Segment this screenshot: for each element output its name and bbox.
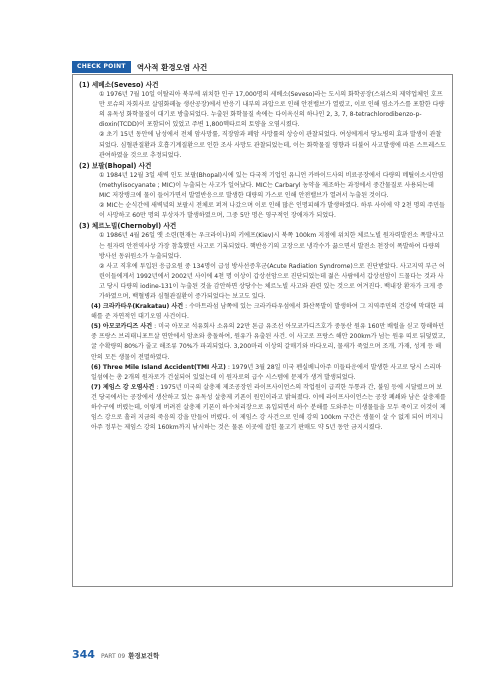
paragraph-text: ① 1984년 12월 3일 새벽 인도 보팔(Bhopal)시에 있는 다국적 기업인 유니언 카바이드사의 비료공장에서 다량의 메틸이소시안염(methylisocyanate ; MIC)이 누출되는 사고가 일어났다. MIC는 Carbaryl 농약을 제조하는 과정에서 중간물질로 사용되는데 MIC 저장탱크에 물이 들어가면서 발열반응으로 발생한 대량의 가스로 인해 안전밸브가 열려서 누출된 것이다. [99, 171, 444, 200]
paragraph-chernobyl-2 [79, 262, 446, 302]
paragraph-bhopal-1 [79, 171, 446, 201]
paragraph-text: ② 초기 15년 동안에 남성에서 전체 암사망률, 직장암과 폐암 사망률의 상승이 관찰되었다. 여성에게서 당뇨병의 효과 발생이 관찰되었다. 심혈관질환과 호흡기계질환으로 인한 조사 사망도 관찰되었는데, 이는 화학물질 영향과 더불어 사고발생에 따른 스트레스도 관여하였을 것으로 추정되었다. [99, 131, 446, 159]
content-box [72, 74, 453, 587]
part-label: PART 09 [100, 653, 126, 660]
page-footer [72, 648, 159, 661]
check-point-header [72, 61, 452, 73]
section-title-amoco-cadiz: (5) 아모코카디즈 사건 [91, 323, 153, 331]
paragraph-text: ① 1976년 7월 10일 이탈리아 북부에 위치한 인구 17,000명의 세베소(Seveso)라는 도시의 화학공장(스위스의 제약업체인 호프만 로슈의 자회사로 살염화페놀 생산공장)에서 반응기 내부의 과압으로 인해 안전밸브가 열렸고, 이로 인해 염소가스를 포함한 다량의 유독성 화학물질이 대기로 방출되었다. 누출된 화학물질 속에는 다이옥신의 하나인 2, 3, 7, 8-tetrachlorodibenzo-p-dioxin(TCDD)이 포함되어 있었고 주변 1,800헥타르의 토양을 오염시켰다. [99, 91, 445, 129]
section-title-tmi: (6) Three Mile Island Accident(TMI 사고) [91, 363, 226, 371]
section-title-james-river: (7) 제임스 강 오염사건 [91, 383, 155, 391]
section-title-chernobyl: (3) 체르노빌(Chernobyl) 사건 [79, 222, 177, 231]
paragraph-text: ① 1986년 4월 26일 옛 소련(현재는 우크라이나)의 키에프(Kiev)시 북쪽 100km 지점에 위치한 체르노빌 원자력발전소 폭발사고는 원자력 안전역사상 가장 참혹했던 사고로 기록되었다. 핵반응기의 고장으로 냉각수가 끓으면서 발전소 천장이 폭발하여 다량의 방사선 동위원소가 누출되었다. [99, 232, 444, 260]
part-title: 환경보건학 [128, 652, 160, 660]
section-text: : 수마트라섬 남쪽에 있는 크라카타우섬에서 화산폭발이 발생하여 그 지역주민의 건강에 막대한 피해를 준 자연적인 대기오염 사건이다. [91, 303, 444, 321]
paragraph-bhopal-2 [79, 201, 446, 221]
paragraph-chernobyl-1 [79, 231, 446, 261]
section-text: : 1975년 미국의 살충제 제조공장인 라이프사이언스의 작업원이 급격한 두통과 간, 불임 등에 시달렸으며 보건 당국에서는 공장에서 생산하고 있는 유독성 살충제 키폰이 원인이라고 밝혀졌다. 이에 라이프사이언스는 공장 폐쇄와 남은 살충제를 하수구에 버렸는데, 이렇게 버려진 살충제 키폰이 하수처리장으로 유입되면서 하수 분해를 도와주는 미생물들을 모두 죽이고 이것이 제임스 강으로 흘러 지금의 죽음의 강을 만들어 버렸다. 이 제임스 강 사건으로 인해 강의 100km 구간은 생물이 살 수 없게 되어 버지니아주 정부는 제임스 강의 160km까지 낚시하는 것은 물론 이곳에 잡힌 물고기 판매도 약 5년 동안 금지시켰다. [91, 383, 446, 432]
section-text: : 1979년 3월 28일 미국 펜실베니아주 미들타운에서 발생한 사고로 당시 스리마일섬에는 총 2개의 원자로가 건설되어 있었는데 이 원자로의 급수 시스템에 문제가 생겨 발생되었다. [91, 363, 442, 381]
paragraph-seveso-1 [79, 90, 446, 130]
section-krakatau [79, 302, 446, 322]
section-amoco-cadiz [79, 322, 446, 362]
paragraph-seveso-2 [79, 130, 446, 160]
section-text: : 미국 아모코 석유회사 소유의 22만 톤급 유조선 아모코카디즈호가 중동산 원유 160만 배럴을 싣고 항해하던 중 프랑스 브리태니포트살 연안에서 암초와 충돌하여, 원유가 유출된 사건. 이 사고로 프랑스 해안 200km가 넘는 원유 띠로 뒤덮였고, 굴 수확량의 80%가 줄고 해조류 70%가 파괴되었다. 3,200마리 이상의 갈매기와 바다오리, 물새가 죽었으며 조개, 가재, 성게 등 해안의 모든 생물이 전멸하였다. [91, 323, 446, 361]
page-number: 344 [72, 648, 95, 661]
section-title-bhopal: (2) 보팔(Bhopal) 사건 [79, 161, 152, 170]
section-tmi [79, 363, 446, 383]
section-title-krakatau: (4) 크라카타우(Krakatau) 사건 [91, 303, 184, 311]
section-title-seveso: (1) 세베소(Seveso) 사건 [79, 81, 159, 89]
paragraph-text: ② MIC는 순식간에 새벽녘의 보팔시 전체로 퍼져 나갔으며 이로 인해 많은 인명피해가 발생하였다. 하루 사이에 약 2천 명의 주민들이 사망하고 60만 명의 부상자가 발생하였으며, 그중 5만 명은 영구적인 장애자가 되었다. [99, 202, 445, 220]
paragraph-text: ② 사고 직후에 투입된 응급요원 중 134명이 급성 방사선증후군(Acute Radiation Syndrome)으로 진단받았다. 사고지역 부근 어린이들에게서 1992년에서 2002년 사이에 4천 명 이상이 갑상선암으로 진단되었는데 젊은 사람에서 갑상선암이 드물다는 것과 사고 당시 다량의 iodine-131이 누출된 것을 감안하면 상당수는 체르노빌 사고와 관련 있는 것으로 여겨진다. 백내장 환자가 크게 증가하였으며, 백혈병과 심혈관질환이 증가되었다는 보고도 있다. [99, 262, 445, 300]
section-james-river [79, 383, 446, 433]
check-point-badge: CHECK POINT [72, 61, 131, 73]
section-heading: 역사적 환경오염 사건 [136, 62, 208, 72]
